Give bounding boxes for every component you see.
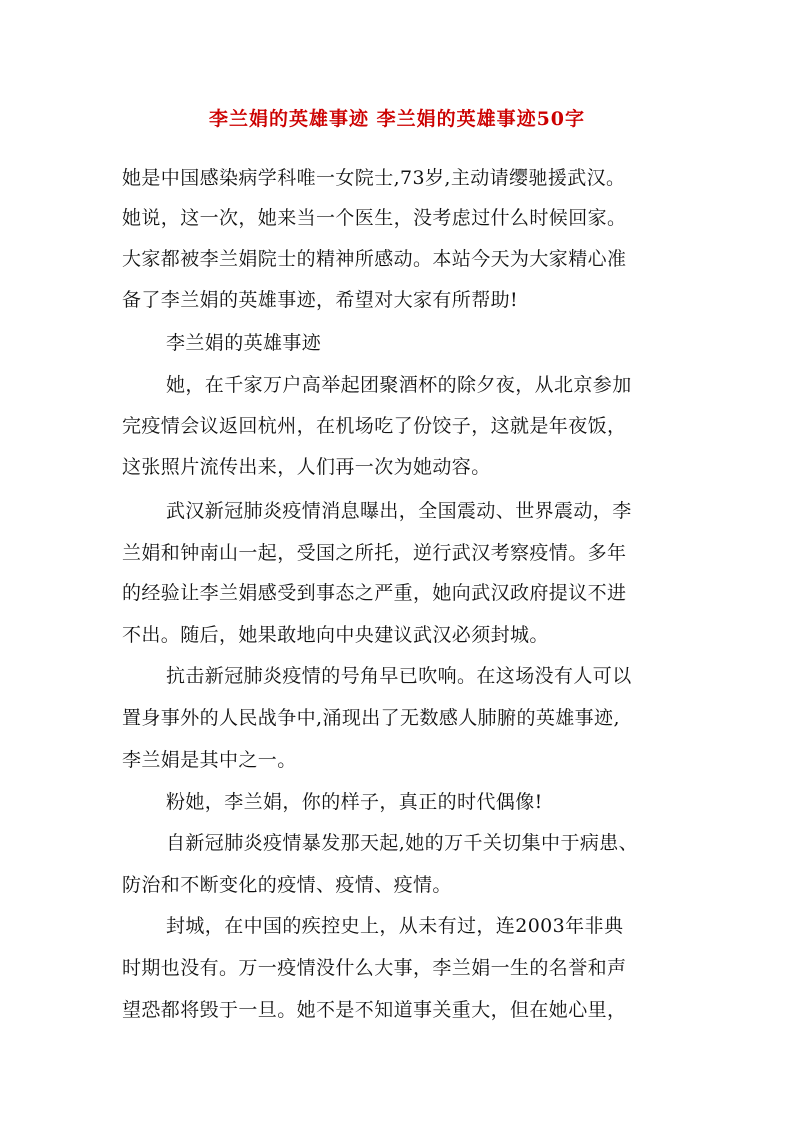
paragraph-line: 武汉新冠肺炎疫情消息曝出，全国震动、世界震动，李 (166, 500, 632, 522)
paragraph-line: 兰娟和钟南山一起，受国之所托，逆行武汉考察疫情。多年 (122, 542, 627, 564)
paragraph-line: 粉她，李兰娟，你的样子，真正的时代偶像! (166, 791, 543, 813)
paragraph-line: 抗击新冠肺炎疫情的号角早已吹响。在这场没有人可以 (166, 665, 632, 687)
paragraph-line: 防治和不断变化的疫情、疫情、疫情。 (122, 874, 452, 896)
paragraph-line: 备了李兰娟的英雄事迹，希望对大家有所帮助! (122, 289, 519, 311)
paragraph-line: 不出。随后，她果敢地向中央建议武汉必须封城。 (122, 624, 549, 646)
paragraph-line: 这张照片流传出来，人们再一次为她动容。 (122, 456, 491, 478)
paragraph-line: 封城，在中国的疾控史上，从未有过，连2003年非典 (166, 915, 624, 937)
paragraph-line: 大家都被李兰娟院士的精神所感动。本站今天为大家精心准 (122, 248, 627, 270)
paragraph-line: 完疫情会议返回杭州，在机场吃了份饺子，这就是年夜饭， (122, 415, 627, 437)
paragraph-line: 她说，这一次，她来当一个医生，没考虑过什么时候回家。 (122, 207, 627, 229)
paragraph-line: 的经验让李兰娟感受到事态之严重，她向武汉政府提议不进 (122, 582, 627, 604)
document-title: 李兰娟的英雄事迹 李兰娟的英雄事迹50字 (208, 108, 586, 130)
paragraph-line: 时期也没有。万一疫情没什么大事，李兰娟一生的名誉和声 (122, 957, 627, 979)
paragraph-line: 她，在千家万户高举起团聚酒杯的除夕夜，从北京参加 (166, 374, 632, 396)
paragraph-line: 望恐都将毁于一旦。她不是不知道事关重大，但在她心里， (122, 999, 627, 1021)
paragraph-line: 李兰娟是其中之一。 (122, 749, 297, 771)
paragraph-line: 她是中国感染病学科唯一女院士,73岁,主动请缨驰援武汉。 (122, 167, 626, 189)
paragraph-line: 自新冠肺炎疫情暴发那天起,她的万千关切集中于病患、 (166, 832, 639, 854)
section-heading: 李兰娟的英雄事迹 (166, 332, 322, 354)
paragraph-line: 置身事外的人民战争中,涌现出了无数感人肺腑的英雄事迹, (122, 707, 620, 729)
